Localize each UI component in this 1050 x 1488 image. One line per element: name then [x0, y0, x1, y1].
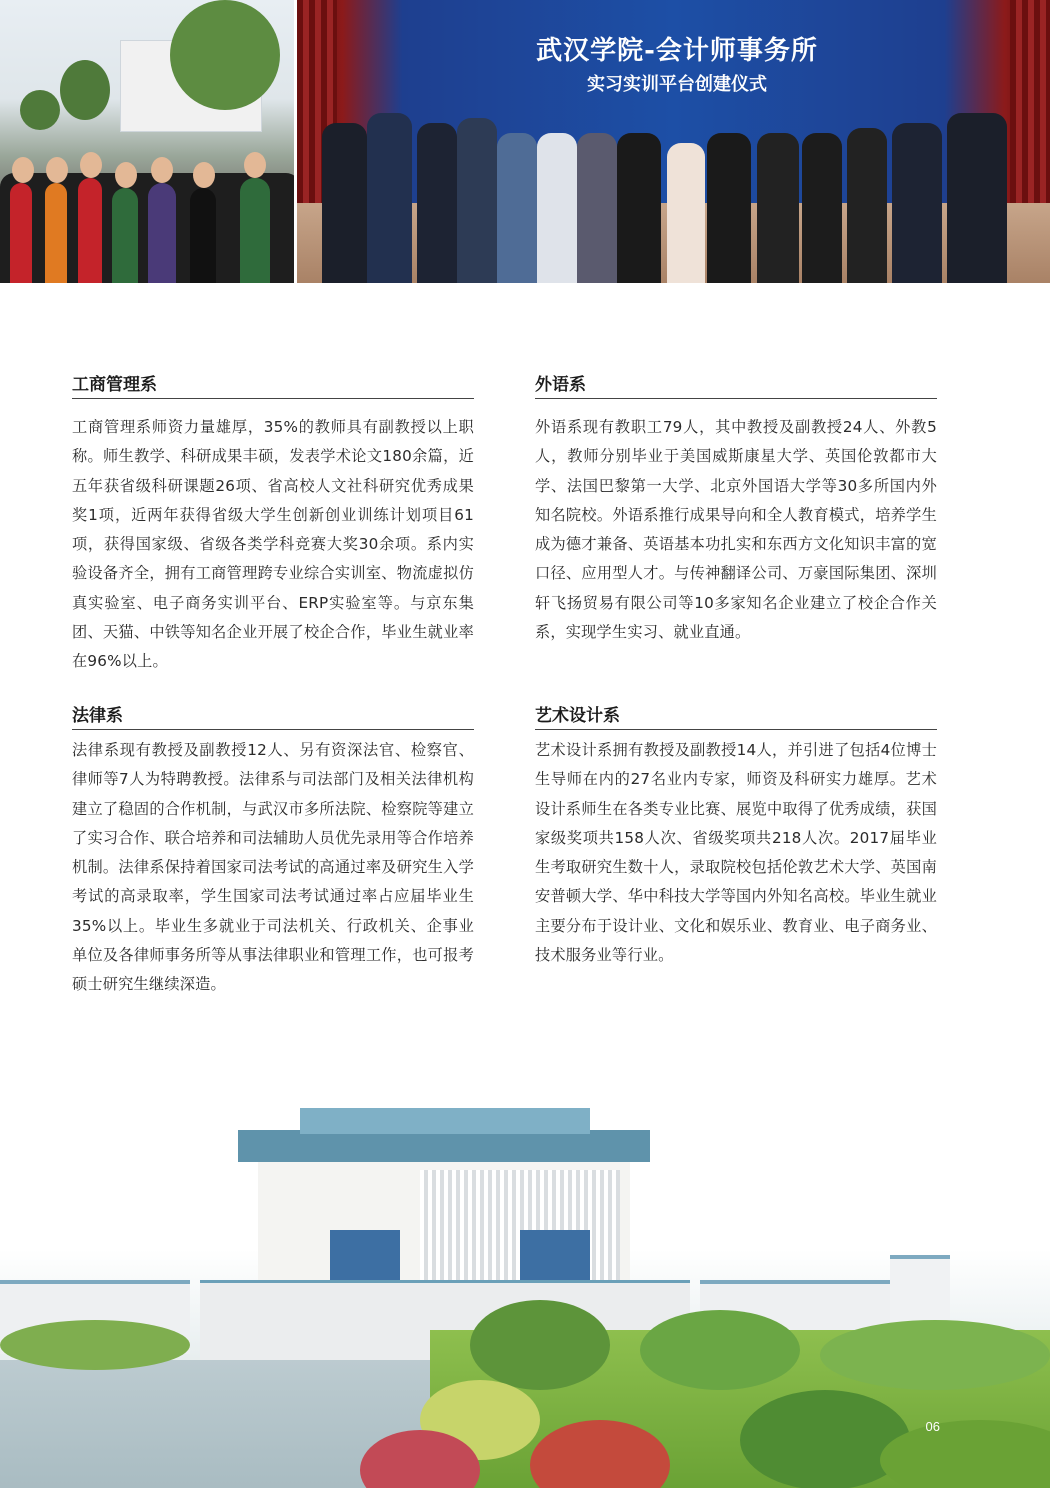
section-body: 法律系现有教授及副教授12人、另有资深法官、检察官、律师等7人为特聘教授。法律系与司法部门及相关法律机构建立了稳固的合作机制，与武汉市多所法院、检察院等建立了实习合作、联合培养和司法辅助人员优先录用等合作培养机制。法律系保持着国家司法考试的高通过率及研究生入学考试的高录取率，学生国家司法考试通过率占应届毕业生35%以上。毕业生多就业于司法机关、行政机关、企事业单位及各律师事务所等从事法律职业和管理工作，也可报考硕士研究生继续深造。	[72, 741, 474, 994]
section-body: 艺术设计系拥有教授及副教授14人，并引进了包括4位博士生导师在内的27名业内专家，师资及科研实力雄厚。艺术设计系师生在各类专业比赛、展览中取得了优秀成绩，获国家级奖项共158人次、省级奖项共218人次。2017届毕业生考取研究生数十人，录取院校包括伦敦艺术大学、英国南安普顿大学、华中科技大学等国内外知名高校。毕业生就业主要分布于设计业、文化和娱乐业、教育业、电子商务业、技术服务业等行业。	[535, 741, 937, 965]
trees	[470, 1300, 610, 1390]
section-title: 艺术设计系	[535, 703, 937, 730]
section-title: 外语系	[535, 372, 937, 399]
tree	[20, 90, 60, 130]
section-foreign-languages	[535, 372, 937, 647]
trees	[820, 1320, 1050, 1390]
ceremony-photo	[297, 0, 1050, 283]
tree	[170, 0, 280, 110]
section-body: 外语系现有教职工79人，其中教授及副教授24人、外教5人，教师分别毕业于美国威斯康星大学、英国伦敦都市大学、法国巴黎第一大学、北京外国语大学等30多所国内外知名院校。外语系推行成果导向和全人教育模式，培养学生成为德才兼备、英语基本功扎实和东西方文化知识丰富的宽口径、应用型人才。与传神翻译公司、万豪国际集团、深圳轩飞扬贸易有限公司等10多家知名企业建立了校企合作关系，实现学生实习、就业直通。	[535, 418, 937, 642]
trees	[740, 1390, 910, 1488]
graduation-photo	[0, 0, 294, 283]
graduates-crowd	[0, 133, 294, 283]
trees	[0, 1320, 190, 1370]
campus-photo	[0, 1090, 1050, 1488]
section-title: 法律系	[72, 703, 474, 730]
banner-subtitle: 实习实训平台创建仪式	[587, 74, 767, 95]
tree	[60, 60, 110, 120]
section-law	[72, 703, 474, 1000]
section-art-design	[535, 703, 937, 970]
section-business-management	[72, 372, 474, 677]
ceremony-attendees	[297, 73, 1050, 283]
section-body: 工商管理系师资力量雄厚，35%的教师具有副教授以上职称。师生教学、科研成果丰硕，发表学术论文180余篇，近五年获省级科研课题26项、省高校人文社科研究优秀成果奖1项，近两年获得省级大学生创新创业训练计划项目61项，获得国家级、省级各类学科竞赛大奖30余项。系内实验设备齐全，拥有工商管理跨专业综合实训室、物流虚拟仿真实验室、电子商务实训平台、ERP实验室等。与京东集团、天猫、中铁等知名企业开展了校企合作，毕业生就业率在96%以上。	[72, 418, 474, 671]
section-title: 工商管理系	[72, 372, 474, 399]
trees	[640, 1310, 800, 1390]
page-number: 06	[925, 1419, 940, 1434]
library-roof	[300, 1108, 590, 1134]
library-roof	[238, 1130, 650, 1162]
banner-title: 武汉学院-会计师事务所	[536, 36, 818, 66]
